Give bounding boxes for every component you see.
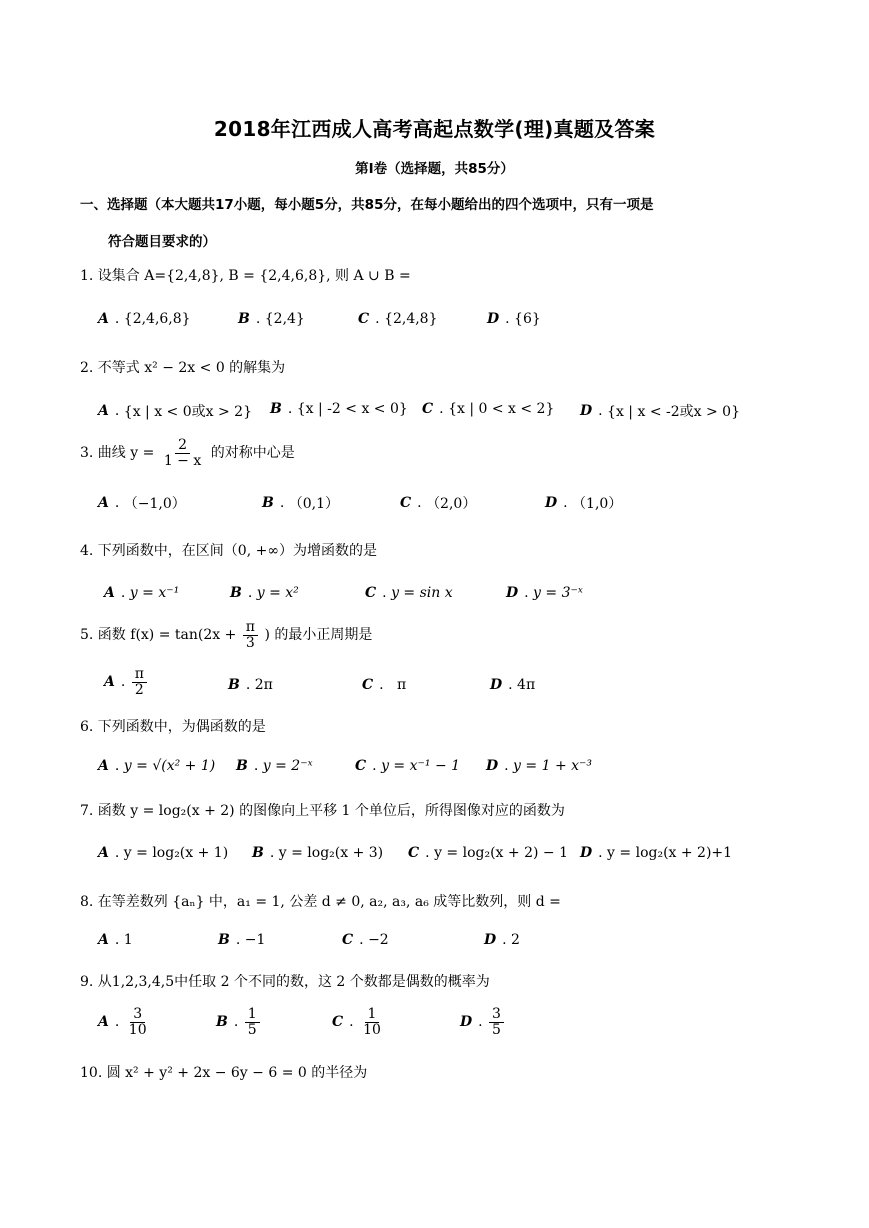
option-key: A [98,758,109,774]
option-value: （1,0） [572,496,623,512]
page-title: 2018年江西成人高考高起点数学(理)真题及答案 [213,117,656,141]
option-value: π [396,677,407,693]
option-value: y = 2⁻ˣ [262,758,313,774]
question-7-option-d: D . y = log₂(x + 2)+1 [580,845,733,861]
question-3-option-d: D . （1,0） [545,495,623,512]
denominator: 10 [128,1021,147,1038]
option-key: C [422,401,434,417]
section-heading-line1: 一、选择题（本大题共17小题，每小题5分，共85分，在每小题给出的四个选项中，只有一项是 [80,197,654,213]
option-value: y = x⁻¹ − 1 [381,758,461,774]
question-2-option-b: B . {x | -2 < x < 0} [270,401,408,417]
option-value: y = x² [256,585,299,601]
option-value: {6} [514,311,541,327]
option-value: y = √(x² + 1) [123,758,216,774]
stem-text: 的对称中心是 [210,445,295,462]
option-value: y = sin x [391,585,453,601]
option-value: y = x⁻¹ [129,585,180,601]
stem-text: ) 的最小正周期是 [264,627,373,644]
stem-text: 3. 曲线 y = [80,445,155,462]
option-key: C [365,585,377,601]
question-7-option-a: A . y = log₂(x + 1) [98,845,229,861]
numerator: π [132,667,147,683]
denominator: 3 [245,634,255,651]
option-value: {2,4,6,8} [123,311,191,327]
option-key: C [332,1014,344,1031]
option-key: C [355,758,367,774]
question-7-option-b: B . y = log₂(x + 3) [252,845,384,861]
question-9-option-c: C . $\frac{1}{10}$ [332,1007,386,1037]
question-6-stem: 6. 下列函数中，为偶函数的是 [80,719,266,735]
option-key: A [104,585,115,601]
question-5-stem [80,620,800,650]
option-key: A [104,674,115,691]
question-1-option-c: C . {2,4,8} [358,311,438,327]
fraction [360,1007,384,1037]
option-key: A [98,403,109,419]
option-key: A [98,311,109,327]
option-key: D [580,403,593,419]
option-key: B [270,401,282,417]
question-2-option-c: C . {x | 0 < x < 2} [422,401,555,417]
option-key: D [460,1014,473,1031]
option-value: 2π [254,677,273,693]
denominator: 5 [247,1021,257,1038]
question-1-option-a: A . {2,4,6,8} [98,311,191,327]
fraction [126,1007,150,1037]
question-9-stem: 9. 从1,2,3,4,5中任取 2 个不同的数，这 2 个数都是偶数的概率为 [80,974,490,990]
question-4-option-a: A . y = x⁻¹ [104,585,180,601]
question-4-option-b: B . y = x² [230,585,299,601]
question-8-option-d: D . 2 [484,932,520,948]
denominator: 1 − x [163,452,202,469]
numerator: 1 [245,1007,260,1023]
question-7-stem: 7. 函数 y = log₂(x + 2) 的图像向上平移 1 个单位后，所得图像对应的函数为 [80,803,565,819]
question-2-stem: 2. 不等式 x² − 2x < 0 的解集为 [80,360,286,376]
option-key: D [580,845,593,861]
option-key: D [484,932,497,948]
question-8-stem: 8. 在等差数列 {aₙ} 中，a₁ = 1, 公差 d ≠ 0, a₂, a₃, a₆ 成等比数列，则 d = [80,894,561,910]
question-4-option-c: C . y = sin x [365,585,453,601]
question-6-option-b: B . y = 2⁻ˣ [236,758,313,774]
question-6-option-c: C . y = x⁻¹ − 1 [355,758,461,774]
question-3-option-b: B . （0,1） [262,495,340,512]
option-value: （0,1） [288,496,340,512]
option-key: A [98,1014,109,1031]
option-key: C [408,845,420,861]
question-9-option-b: B . $\frac{1}{5}$ [216,1007,262,1037]
question-9-option-d: D . $\frac{3}{5}$ [460,1007,506,1037]
question-8-option-c: C . −2 [342,932,389,948]
option-value: −1 [244,932,266,948]
option-key: B [230,585,242,601]
fraction [245,1007,260,1037]
question-1-stem: 1. 设集合 A={2,4,8}, B = {2,4,6,8}, 则 A ∪ B = [80,268,411,284]
option-key: D [486,758,499,774]
question-5-option-b: B . 2π [228,677,273,693]
option-value: 1 [123,932,133,948]
stem-text: 5. 函数 f(x) = tan(2x + [80,627,237,644]
option-key: B [238,311,250,327]
question-7-option-c: C . y = log₂(x + 2) − 1 [408,845,568,861]
numerator: 2 [175,438,190,454]
option-key: A [98,845,109,861]
option-value: y = log₂(x + 2)+1 [607,845,733,861]
denominator: 2 [134,681,144,698]
option-key: C [400,495,412,511]
option-value: −2 [368,932,389,948]
option-key: B [262,495,274,511]
section-heading-line2: 符合题目要求的） [108,234,216,250]
page-subtitle: 第Ⅰ卷（选择题，共85分） [355,161,514,177]
option-value: {x | -2 < x < 0} [296,401,408,417]
question-5-option-a: A . $\frac{\pi}{2}$ [104,667,149,697]
option-value: y = log₂(x + 2) − 1 [434,845,568,861]
option-key: B [228,677,240,693]
fraction [243,620,258,650]
option-value: y = log₂(x + 3) [278,845,384,861]
question-10-stem: 10. 圆 x² + y² + 2x − 6y − 6 = 0 的半径为 [80,1065,368,1081]
question-5-option-d: D . 4π [490,677,536,693]
question-3-option-a: A . （−1,0） [98,495,186,512]
numerator: π [243,620,258,636]
option-value: 4π [517,677,536,693]
option-key: A [98,495,109,511]
question-2-option-a: A . {x | x < 0或x > 2} [98,403,252,420]
numerator: 1 [365,1007,380,1023]
fraction [489,1007,504,1037]
option-value: {2,4} [264,311,305,327]
question-3-stem [80,438,800,468]
option-value: {2,4,8} [384,311,438,327]
numerator: 3 [489,1007,504,1023]
question-9-option-a: A . $\frac{3}{10}$ [98,1007,152,1037]
question-2-option-d: D . {x | x < -2或x > 0} [580,403,740,420]
denominator: 5 [492,1021,501,1038]
option-key: C [358,311,370,327]
option-value: 2 [511,932,520,948]
question-6-option-a: A . y = √(x² + 1) [98,758,216,774]
option-key: D [487,311,500,327]
option-key: B [236,758,248,774]
option-key: D [545,495,558,511]
question-4-option-d: D . y = 3⁻ˣ [506,585,583,601]
option-key: B [252,845,264,861]
fraction [132,667,147,697]
denominator: 10 [363,1021,381,1038]
option-key: D [490,677,503,693]
option-value: {x | x < 0或x > 2} [123,404,252,420]
option-key: A [98,932,109,948]
option-key: B [218,932,230,948]
question-8-option-a: A . 1 [98,932,133,948]
option-key: D [506,585,519,601]
option-key: B [216,1014,228,1031]
question-4-stem: 4. 下列函数中，在区间（0, +∞）为增函数的是 [80,543,378,559]
option-value: （−1,0） [123,496,186,512]
option-key: C [362,677,374,693]
option-value: {x | 0 < x < 2} [448,401,555,417]
question-3-option-c: C . （2,0） [400,495,477,512]
option-value: （2,0） [426,496,477,512]
fraction [161,438,204,468]
question-5-option-c: C . π [362,677,407,693]
option-value: {x | x < -2或x > 0} [607,404,740,420]
question-8-option-b: B . −1 [218,932,266,948]
question-1-option-b: B . {2,4} [238,311,305,327]
question-6-option-d: D . y = 1 + x⁻³ [486,758,593,774]
option-value: y = 1 + x⁻³ [513,758,593,774]
option-key: C [342,932,354,948]
numerator: 3 [130,1007,145,1023]
option-value: y = 3⁻ˣ [533,585,583,601]
option-value: y = log₂(x + 1) [123,845,229,861]
question-1-option-d: D . {6} [487,311,541,327]
